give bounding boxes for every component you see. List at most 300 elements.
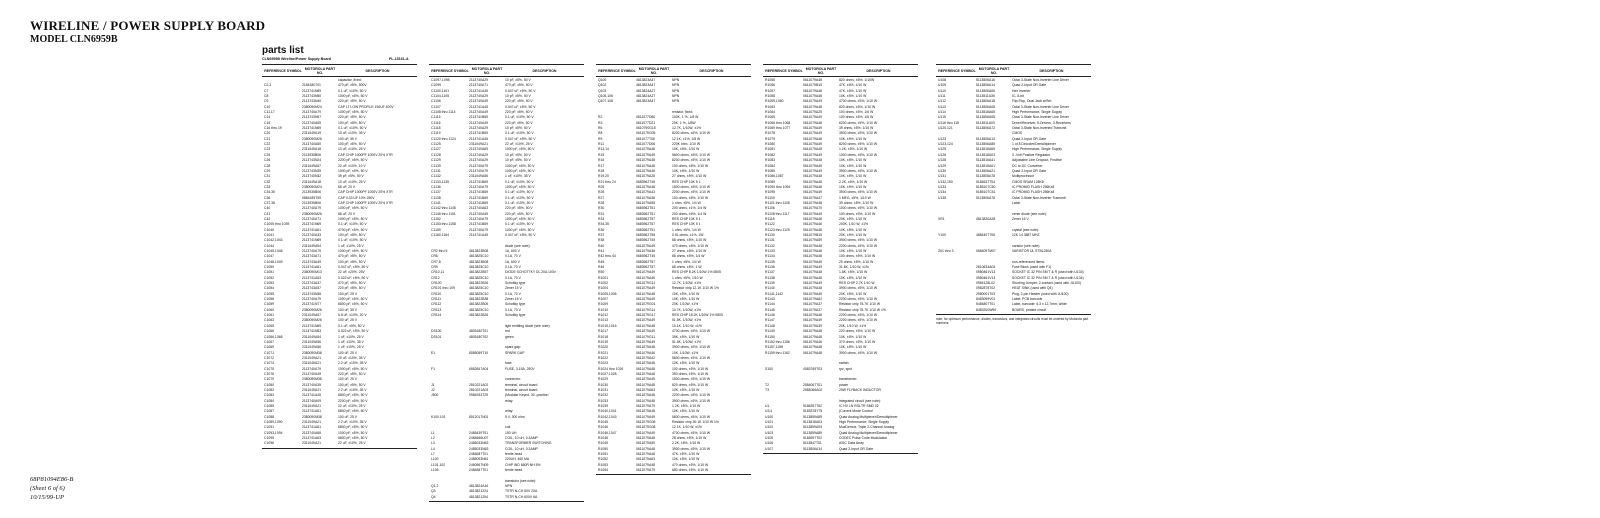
part-number: 5113806A16 (976, 78, 995, 82)
part-number: 0684097M07 (976, 249, 996, 253)
reference-symbol: R1089 (765, 179, 775, 184)
description: 2.2K, ±5%, 1/10 W (672, 441, 701, 446)
description: ferrite bead (505, 468, 523, 473)
description: 1 ohm, ±5%, 1/4 W (672, 200, 701, 205)
reference-symbol: R1080 (765, 142, 775, 147)
reference-symbol: R1046,1047 (598, 430, 617, 435)
part-number: 0611077T06 (636, 136, 655, 141)
part-number: 0611079A25 (803, 110, 822, 115)
part-number: 0611079A46 (636, 168, 655, 173)
description: 1000 pF, ±5%, 50 V (338, 297, 368, 302)
part-number: 2311049A56 (302, 339, 321, 344)
reference-symbol: R1133 (765, 249, 775, 253)
reference-symbol: R1139 (765, 281, 775, 286)
description: Octal 3-State Non-Inverter Line Driver (1012, 115, 1069, 120)
part-number: 2113743A57 (302, 286, 321, 291)
part-number: 5113806A06 (976, 88, 995, 93)
part-number: 2113743A71 (302, 254, 321, 259)
description: 51.5K, 1/10W, ±1% (672, 318, 702, 323)
reference-symbol: C1095 (264, 436, 274, 441)
doc-date: 10/15/99-UP (30, 494, 64, 501)
reference-symbol: C1080 (264, 382, 274, 387)
part-number: 0683962T51 (636, 206, 656, 211)
reference-symbol: U130 (938, 168, 947, 173)
part-number: 2113741B69 (469, 131, 488, 136)
part-number: 2311049A19 (302, 131, 321, 136)
reference-symbol: Q105,106 (598, 94, 613, 99)
part-number: 2113741A63 (302, 436, 321, 441)
description: 820 ohms, ±5%, 1/10 W (839, 104, 876, 109)
description: 220 pF, ±5%, 50 V (338, 371, 366, 376)
description: Quad 2-Input OR Gate (1012, 168, 1047, 173)
part-number: 2113740A29 (469, 94, 488, 99)
reference-symbol: C1065 (264, 323, 274, 328)
reference-symbol: R1054 (598, 468, 608, 473)
reference-symbol: C1051 (264, 270, 274, 275)
description: Resistor chip 12.1K 1/10 W 1% (672, 286, 719, 291)
description: diode (see note): (505, 243, 531, 248)
part-number: 2460567N09 (469, 462, 489, 467)
description: 4700 pF, ±5%, 50 V (338, 227, 368, 232)
description: 100 pF, ±5%, 50 V (338, 142, 366, 147)
part-number: 5113815A01 (976, 163, 995, 168)
reference-symbol: R1040,1041 (598, 409, 617, 414)
part-number: 2113741A45 (469, 232, 488, 237)
document-footer (30, 475, 73, 502)
part-number: 0611079A48 (636, 436, 655, 441)
reference-symbol: R1118 (765, 216, 775, 221)
part-number: 2113741N69 (302, 88, 322, 93)
reference-symbol: C1066,1068 (264, 334, 283, 339)
reference-symbol: R27 (598, 195, 605, 200)
description: IC, 8-bit (1012, 94, 1024, 99)
part-number: 0611079A48 (636, 409, 655, 414)
description: NPN (672, 83, 680, 88)
reference-symbol: C1125 (431, 142, 441, 147)
reference-symbol: R1031 (598, 387, 608, 392)
description: 0.1 uF, ±10%, 50 V (505, 200, 534, 205)
part-number: 5113806A13 (976, 136, 995, 141)
description: COIL, 10 uH, 0.3AMP (505, 436, 538, 441)
description: 1000 pF, ±5%, 50 V (338, 249, 368, 253)
part-number: 2113740A49 (469, 211, 488, 216)
part-number: 2113743A37 (302, 281, 321, 286)
part-number: 0611079A48 (636, 366, 655, 371)
reference-symbol: R1141,1142 (765, 291, 783, 296)
reference-symbol: Y100 (938, 232, 946, 237)
description: 10.7K, 1/10W, ±1% (672, 307, 702, 312)
description: 1000 ohms, ±5%, 1/10 W (839, 206, 878, 211)
column-bottom-rule (262, 448, 417, 449)
part-number: 4813824A16 (469, 484, 489, 489)
description: 220UH, 460 MA (505, 457, 530, 462)
reference-symbol: R2 (598, 115, 603, 120)
part-number: 2113741B69 (469, 115, 488, 120)
part-number: 6582847A04 (469, 366, 489, 371)
description: 1 uF, ±10%, 35 V (505, 174, 531, 179)
reference-symbol: R1137 (765, 270, 775, 275)
description: 10K, ±5%, 1/10 W (672, 297, 700, 302)
parts-column (429, 64, 584, 502)
part-number: 2584066A02 (803, 387, 823, 392)
sheet-number: (Sheet 6 of 6) (30, 485, 65, 492)
part-number: 0611079A46 (636, 350, 655, 355)
part-number: 2113935B06 (302, 200, 321, 205)
part-number: 2113740A79 (302, 297, 321, 302)
description: non-referenced items: (1012, 259, 1045, 264)
description: 8200 ohms, ±5%, 1/10 W (839, 142, 878, 147)
part-number: 0611079A79 (636, 468, 655, 473)
part-number: 0611079A48 (803, 334, 822, 339)
description: Octal 3-State Non-Inverted Transmit (1012, 126, 1067, 131)
part-number: 5113859A89 (803, 430, 822, 435)
part-number: 0611079G08 (636, 420, 656, 424)
description: 470 pF, ±5%, 50 V (338, 254, 366, 259)
reference-symbol: C1097,1098 (431, 78, 450, 82)
description: Schottky type (505, 281, 526, 286)
parts-column (596, 64, 751, 475)
description: Zener 15 V (505, 297, 522, 302)
part-number: 2485033N63 (469, 441, 489, 446)
description: Multiprocessor (1012, 174, 1035, 179)
description: transformer: (839, 377, 858, 382)
part-number: 2311049A21 (302, 387, 321, 392)
table-row (429, 495, 584, 500)
description: 10K, ±5%, 1/10 W (672, 361, 700, 366)
part-number: 2484687T01 (469, 452, 489, 457)
reference-symbol: R1009 (598, 302, 608, 307)
part-number: 5113818A65 (976, 110, 995, 115)
part-number: 2113740A49 (469, 110, 488, 115)
description: 3900 ohms, ±5%, 1/10 W (839, 350, 878, 355)
reference-symbol: C1131 (431, 168, 441, 173)
description: 4700 ohms, ±5%, 1/10 W (672, 329, 711, 334)
part-number: 2113740A71 (469, 83, 488, 88)
description: 47K, ±5%, 1/10 W (672, 452, 700, 457)
reference-symbol: R9 (598, 136, 603, 141)
reference-symbol: C1137 (431, 190, 441, 195)
description: transistor (see note): (505, 478, 537, 483)
reference-symbol: U123 (938, 136, 947, 141)
part-number: 4813823B08 (469, 249, 489, 253)
reference-symbol: R1023 (598, 361, 608, 366)
reference-symbol: C1042,1043 (264, 238, 283, 243)
part-number: 0683962T45 (636, 254, 656, 259)
part-number: 0611079A70 (803, 206, 822, 211)
reference-symbol: C1133,1135 (431, 179, 449, 184)
description: fuse: (505, 361, 513, 366)
reference-symbol: R1149 (765, 329, 775, 334)
reference-symbol: R1135 (765, 259, 775, 264)
reference-symbol: L7 (431, 452, 435, 457)
part-number: 4813824A27 (636, 88, 656, 93)
part-number: 0611079A48 (803, 227, 822, 232)
description: 1000 pF, ±5%, 50 V (505, 168, 535, 173)
part-number: 2485033N63 (469, 446, 489, 451)
part-number: 2113740A49 (469, 99, 488, 104)
description: 6800 pF, ±5%, 50 V (338, 393, 368, 398)
description: 0.1 uF, ±10%, 50 V (505, 195, 534, 200)
description: 10K, ±5%, 1/10 W (672, 291, 700, 296)
part-number: 0611079A48 (636, 462, 655, 467)
description: 10K, ±5%, 1/10 W (839, 94, 867, 99)
parts-note: note: for optimum performance, diodes, transistors, and integrated circuits must be ordered by Motorola part numbers. (936, 317, 1089, 326)
reference-symbol: E1 (431, 350, 436, 355)
part-number: 0980461V13 (976, 275, 996, 280)
description: 1000 pF, ±5%, 50 V (505, 216, 535, 221)
description: FUSE, 3.15A, 250V (505, 366, 535, 371)
part-number: 2113740A79 (302, 206, 321, 211)
part-number: 2980001T03 (976, 291, 996, 296)
description: 0.1 uF, ±10%, 50 V (338, 238, 367, 243)
reference-symbol: C1056 (264, 297, 274, 302)
reference-symbol: C25 (264, 152, 271, 157)
description: 2200 ohms, ±5%, 1/10 W (839, 318, 878, 323)
part-number: 2113741A45 (469, 136, 488, 141)
description: 6800 pF, ±5%, 50 V (338, 302, 368, 307)
reference-symbol: R1027,1028 (598, 371, 617, 376)
description: 4700 ohms, ±5%, 1/10 W (839, 99, 878, 104)
part-number: 0611079A48 (803, 179, 822, 184)
description: 10K, ±5%, 1/10 W (839, 174, 867, 179)
reference-symbol: R1012 (598, 313, 608, 318)
reference-symbol: L106 (431, 468, 439, 473)
description: 22 uF, ±20%, 25V (338, 270, 365, 275)
reference-symbol: C26 (264, 158, 271, 163)
reference-symbol: R1086,1087 (765, 174, 784, 179)
column-header (763, 64, 918, 77)
part-number: 5113811A35 (976, 94, 995, 99)
reference-symbol: C1118 (431, 126, 441, 131)
part-number: 2113740A33 (302, 232, 321, 237)
part-number: 0611079A48 (803, 174, 822, 179)
reference-symbol: C1041 (264, 232, 274, 237)
description: relay: (505, 409, 514, 414)
description: 10K, ±5%, 1/10 W (672, 387, 700, 392)
part-number: 0611079A63 (636, 457, 655, 462)
reference-symbol: U116 thru 118 (938, 120, 959, 125)
part-number: 0611079A48 (803, 136, 822, 141)
reference-symbol: R40 (598, 243, 605, 248)
reference-symbol: C16 thru 19 (264, 126, 282, 131)
reference-symbol: U114 (938, 110, 946, 115)
description: 68 uF, 20 V (338, 184, 356, 189)
description: 200 ohms, ±5%, 1/4 W (672, 211, 707, 216)
reference-symbol: R21 thru 24 (598, 179, 616, 184)
description: 10K, 1/10W, ±1% (672, 350, 699, 355)
reference-symbol: R50 (598, 270, 605, 275)
description: 8200 ohms, ±5%, 1/10 W (672, 131, 711, 136)
part-number: 2113741N53 (302, 329, 322, 334)
description: Quad 2-Input OR Gate (1012, 83, 1047, 88)
description: 2.2K, ±5%, 1/10 W (839, 179, 868, 184)
part-number: 2113740A79 (302, 110, 321, 115)
part-number: 2113741B69 (469, 222, 488, 227)
reference-symbol (936, 308, 976, 313)
part-number: 0611079A49 (803, 142, 822, 147)
reference-symbol: U1 (765, 403, 770, 408)
description: 20 ohms, ±5%, 1/10 W (839, 259, 874, 264)
part-number: 0611079A49 (636, 318, 655, 323)
part-number: 2113740A79 (302, 366, 321, 371)
part-number: 0683962T58 (636, 232, 656, 237)
reference-symbol: R1079 (765, 136, 775, 141)
reference-symbol: R1095 (765, 190, 775, 195)
part-number: 0611077D06 (636, 142, 656, 147)
reference-symbol: R1021 (598, 350, 608, 355)
description: rpz, spst (839, 366, 852, 371)
part-number: 2485439T01 (469, 430, 489, 435)
part-number: 4813822B26 (469, 313, 489, 318)
part-number: 0611079A48 (803, 147, 822, 152)
reference-symbol: R1143 (765, 297, 775, 302)
reference-symbol: R1049 (598, 441, 608, 446)
description: 0.1A, 70 V (505, 254, 521, 259)
part-number: 2113740A63 (469, 206, 488, 211)
description: 0.1 uF, ±10%, 50 V (338, 88, 367, 93)
reference-symbol: Q4 (431, 494, 436, 499)
reference-symbol: C1055 (264, 291, 274, 296)
description: 370 ohms, ±5%, 1/10 W (839, 339, 876, 344)
description: NPN (672, 94, 680, 99)
part-number: 0611079A48 (803, 270, 822, 275)
reference-symbol: U107 (765, 446, 774, 451)
part-number: 2380090M38 (302, 350, 322, 355)
reference-symbol: C1127 (431, 147, 441, 152)
reference-symbol: R1083 (765, 158, 775, 163)
description: 1.8K, ±5%, 1/10 W (839, 270, 868, 275)
part-number: 2311049A57 (302, 163, 321, 168)
reference-symbol: VR1 (938, 216, 945, 221)
description: RES CHIP 2.7K 1/10 W (839, 281, 875, 286)
part-number: 0611079A46 (636, 275, 655, 280)
part-number: 2113740A09 (302, 398, 321, 403)
reference-symbol: CR111 (431, 297, 442, 302)
reference-symbol: U101 (765, 420, 774, 424)
reference-symbol: C34,35 (264, 190, 275, 195)
description: power (839, 382, 849, 387)
reference-symbol: C1104,1105 (431, 94, 449, 99)
description: 22 uF, ±10%, 25 V (505, 142, 533, 147)
reference-symbol: R37 (598, 232, 605, 237)
part-number: 0611079A49 (803, 291, 822, 296)
part-number: 4813825C10 (469, 265, 489, 270)
part-number: 0683962T57 (636, 259, 656, 264)
reference-symbol: C1108 thru 1114 (431, 110, 456, 115)
reference-symbol: Z61 thru 3 (938, 249, 954, 253)
description: 0.047 uF, ±5%, 50 V (505, 232, 536, 237)
description: Latch (1012, 200, 1021, 205)
reference-symbol: U123,124 (938, 142, 953, 147)
reference-symbol: CR9 (431, 265, 438, 270)
reference-symbol: C33 (264, 184, 271, 189)
part-number: 2113741N69 (302, 126, 322, 131)
part-number: 0611079A49 (803, 163, 822, 168)
reference-symbol: R1122 (765, 222, 775, 227)
description: DIODE SCHOTTKY DL 20A 100V (505, 270, 556, 275)
description: 10K, ±5%, 1/10 W (839, 227, 867, 232)
part-number: 0611079A39 (803, 323, 822, 328)
description: 470 pF, ±5%, 50 V (505, 83, 533, 88)
part-number: 5113818A65 (976, 147, 995, 152)
reference-symbol: R1063 (765, 104, 775, 109)
part-number: 2113741A61 (302, 265, 321, 270)
reference-symbol: R1130 (765, 232, 775, 237)
reference-symbol: R1045 (598, 420, 608, 424)
part-number: 4813823A47 (636, 78, 656, 82)
reference-symbol: R28 (598, 200, 605, 205)
reference-symbol: R1084 (765, 163, 775, 168)
description: 68 ohms, ±5%, 1/4 W (672, 254, 705, 259)
description: CMOS SRAM 128K8 (1012, 179, 1044, 184)
reference-symbol: C31 (264, 174, 271, 179)
part-number: 0984933T29 (469, 393, 489, 398)
description: 2200 ohms, ±5%, 1/10 W (672, 190, 711, 195)
reference-symbol: C10 (264, 104, 271, 109)
description: 220 pF, ±5%, 50 V (505, 99, 533, 104)
description: 220K ohm, 1/10 W (672, 142, 701, 147)
reference-symbol: C1050 (264, 265, 274, 270)
description: Label, PCB barcode (1012, 297, 1043, 302)
description: ASIC Data Array (839, 441, 864, 446)
description: 1 uF, ±10%, 25 V (338, 243, 364, 248)
description: 100 ohms, ±5%, 1/10 W (672, 366, 709, 371)
description: Octal 3-State Non-Inverter Transmit (1012, 195, 1066, 200)
part-number: 0611079A48 (803, 243, 822, 248)
description: 1000 pF, ±5%, 50 V (338, 168, 368, 173)
reference-symbol: R31 (598, 211, 605, 216)
part-number: 0611079G17 (636, 313, 656, 318)
part-number: 4813823A47 (636, 83, 656, 88)
description: 1 ohm, ±5%, 1/4 W (672, 227, 701, 232)
part-number: 4813830A28 (976, 216, 996, 221)
description: RES CHIP 18.2K 1/10W 1% 0805 (672, 313, 723, 318)
part-number: 5113806A18 (976, 99, 995, 104)
reference-symbol: C1083 (264, 393, 274, 398)
part-number: 0611079A49 (636, 414, 655, 419)
reference-symbol: R38 (598, 238, 605, 243)
header-part-number: MOTOROLA PART NO. (304, 66, 336, 75)
parts-column (763, 64, 918, 454)
description: 150 UH (505, 430, 517, 435)
description: 1 of 8 Decoder/Demultiplexer (1012, 142, 1056, 147)
reference-symbol: CR113 (431, 307, 442, 312)
description: 100 pF, ±5%, 50 V (338, 120, 366, 125)
reference-symbol: C36 (264, 195, 271, 200)
description: 1.2K, ±5%, 1/10 W (672, 403, 701, 408)
part-number: 0611079A48 (803, 104, 822, 109)
part-number: 2311049A54 (302, 243, 321, 248)
description: 1.2K, ±5%, 1/10 W (839, 147, 868, 152)
description: 10 uF, ±10%, 25 V (338, 147, 366, 152)
description: Resistor chip 30.1K 1/10 W 1% (672, 420, 719, 424)
reference-symbol: R19,20 (598, 174, 609, 179)
description: 20K, ±5%, 1/10 W (839, 216, 867, 221)
part-number: 0611077D80 (636, 115, 656, 120)
header-reference-symbol: REFERENCE SYMBOL (765, 68, 803, 73)
part-number: 0611079A48 (803, 286, 822, 291)
description: 3900 ohms, ±5%, 1/10 W (672, 446, 711, 451)
part-number: 0611079B15 (803, 232, 822, 237)
description: crystal (see note): (1012, 227, 1039, 232)
part-number: 0611079A79 (636, 403, 655, 408)
description: 100 uF, 35 V (338, 307, 358, 312)
part-number: 4813825C10 (469, 291, 489, 296)
description: 10 pF, ±5%, 50 V (505, 152, 531, 157)
reference-symbol: C7 (264, 88, 269, 93)
reference-symbol: U120,121 (938, 126, 953, 131)
part-number: 2113743N57 (302, 115, 322, 120)
